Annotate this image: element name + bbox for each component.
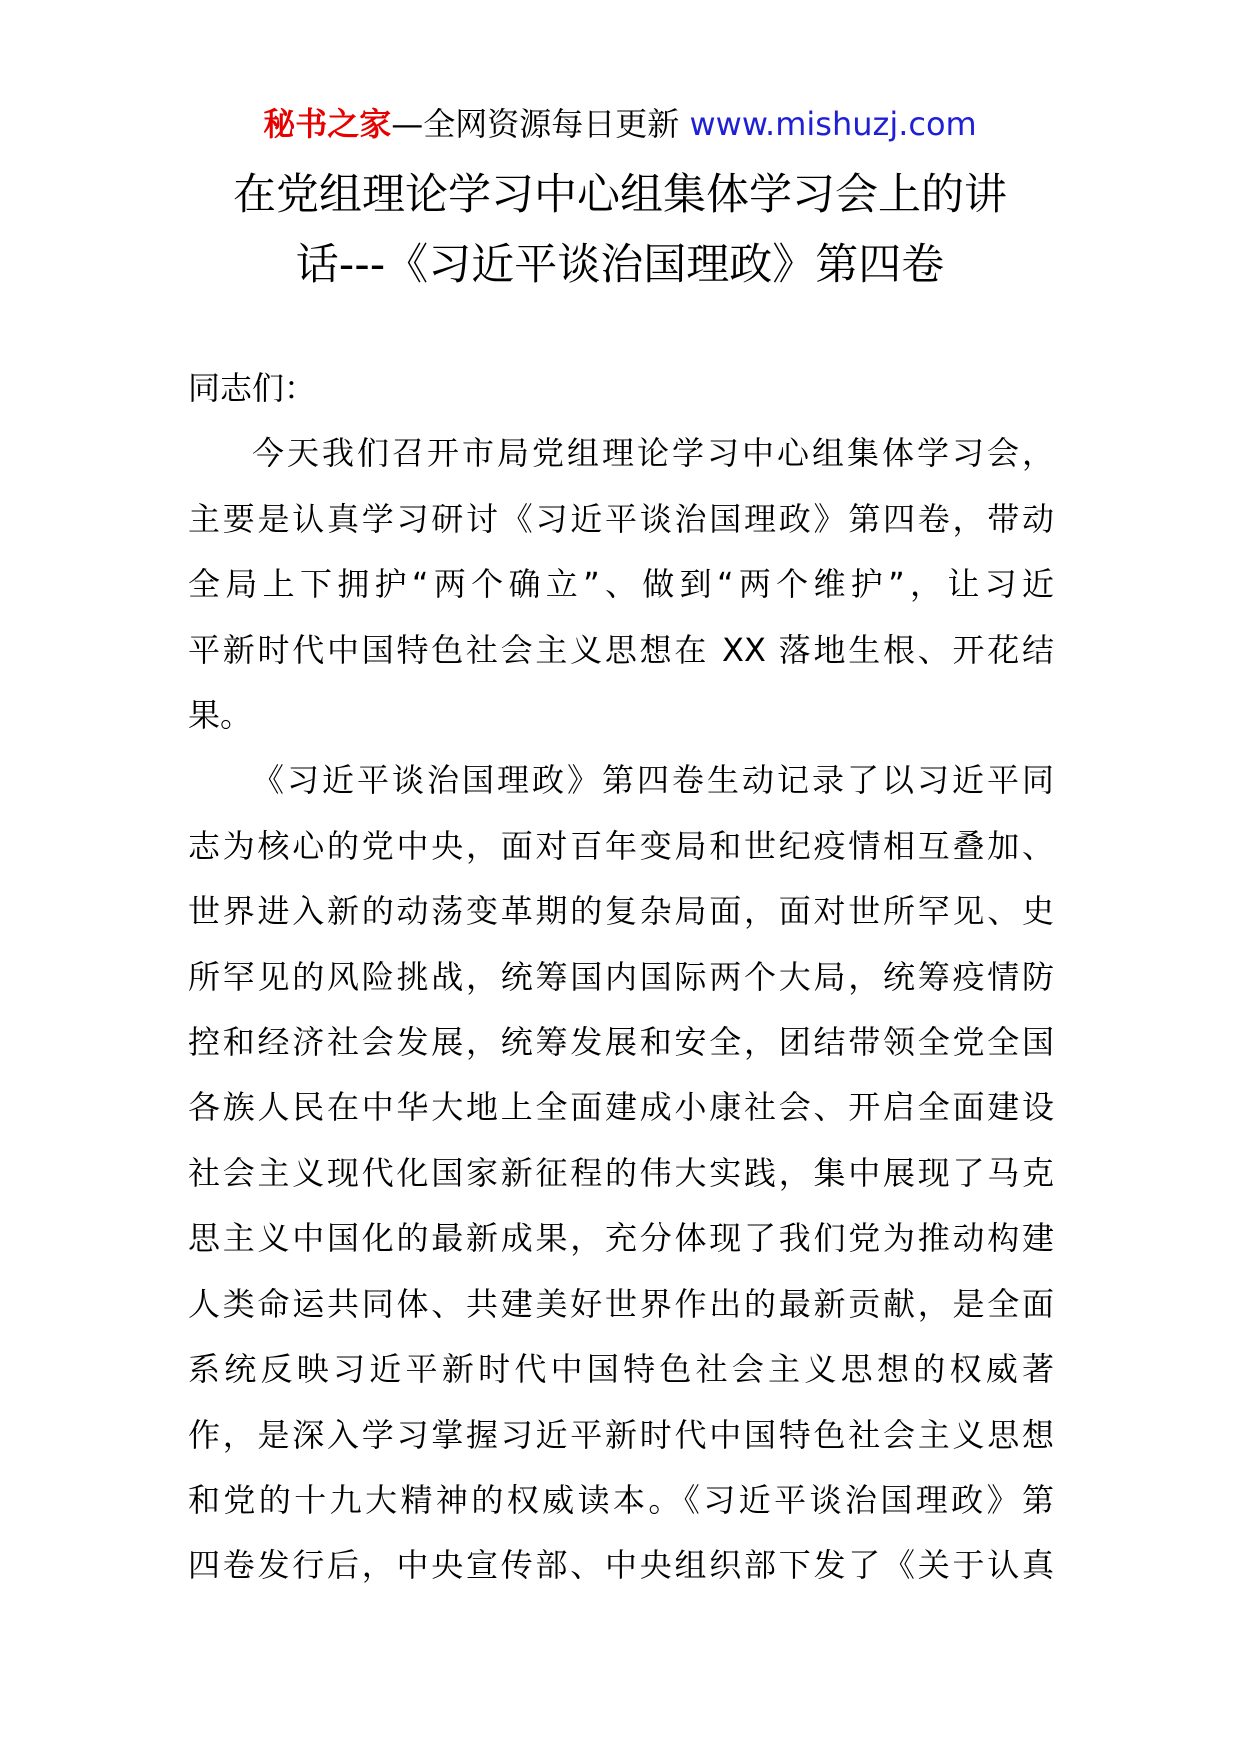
paragraph-line: 四卷发行后，中央宣传部、中央组织部下发了《关于认真 [188, 1546, 1054, 1585]
document-title [150, 160, 1090, 300]
paragraph-line: 控和经济社会发展，统筹发展和安全，团结带领全党全国 [188, 1023, 1054, 1062]
brand-name: 秘书之家 [263, 105, 392, 143]
paragraph-1 [188, 421, 1054, 748]
title-line-1: 在党组理论学习中心组集体学习会上的讲 [233, 170, 1007, 220]
paragraph-line: 主要是认真学习研讨《习近平谈治国理政》第四卷，带动 [188, 499, 1054, 538]
site-header [0, 100, 1240, 148]
paragraph-line: 和党的十九大精神的权威读本。《习近平谈治国理政》第 [188, 1480, 1054, 1519]
paragraph-line: 作，是深入学习掌握习近平新时代中国特色社会主义思想 [188, 1415, 1054, 1454]
paragraph-2 [188, 748, 1054, 1598]
header-tagline: —全网资源每日更新 [391, 105, 680, 143]
salutation: 同志们： [188, 369, 317, 407]
paragraph-line: 各族人民在中华大地上全面建成小康社会、开启全面建设 [188, 1088, 1054, 1127]
paragraph-line: 果。 [188, 696, 253, 735]
site-url-link[interactable]: www.mishuzj.com [689, 105, 977, 143]
paragraph-line: 世界进入新的动荡变革期的复杂局面，面对世所罕见、史 [188, 892, 1054, 931]
paragraph-line: 全局上下拥护“两个确立”、做到“两个维护”，让习近 [188, 565, 1054, 604]
paragraph-line: 系统反映习近平新时代中国特色社会主义思想的权威著 [188, 1350, 1054, 1389]
paragraph-line: 平新时代中国特色社会主义思想在 XX 落地生根、开花结 [188, 630, 1054, 669]
paragraph-line: 今天我们召开市局党组理论学习中心组集体学习会， [252, 434, 1054, 473]
document-body [188, 356, 1054, 1599]
paragraph-line: 思主义中国化的最新成果，充分体现了我们党为推动构建 [188, 1219, 1054, 1258]
title-line-2: 话---《习近平谈治国理政》第四卷 [295, 240, 945, 290]
paragraph-line: 志为核心的党中央，面对百年变局和世纪疫情相互叠加、 [188, 826, 1054, 865]
paragraph-line: 社会主义现代化国家新征程的伟大实践，集中展现了马克 [188, 1153, 1054, 1192]
paragraph-line: 人类命运共同体、共建美好世界作出的最新贡献，是全面 [188, 1284, 1054, 1323]
paragraph-line: 《习近平谈治国理政》第四卷生动记录了以习近平同 [252, 761, 1054, 800]
paragraph-line: 所罕见的风险挑战，统筹国内国际两个大局，统筹疫情防 [188, 957, 1054, 996]
